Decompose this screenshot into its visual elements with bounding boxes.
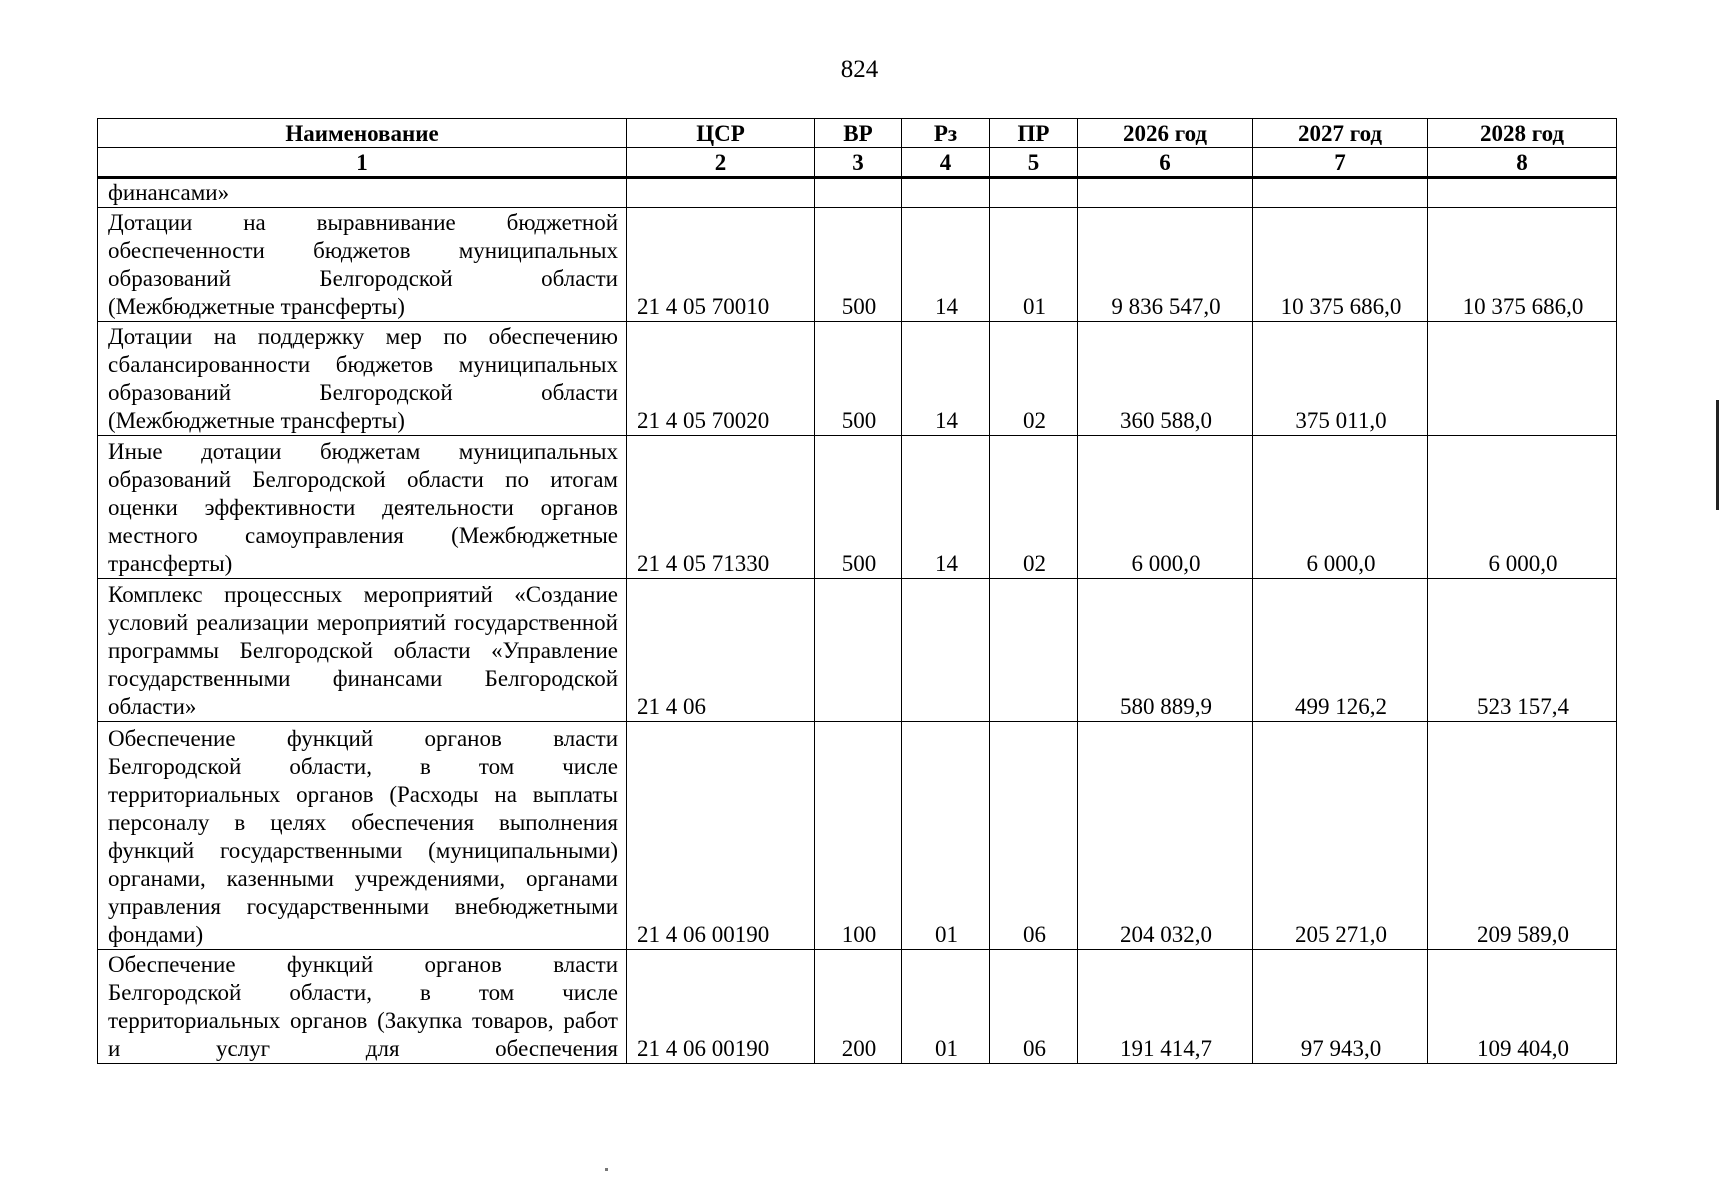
header-row: [98, 119, 1617, 148]
row-2028: [1428, 178, 1617, 208]
row-pr: [990, 178, 1078, 208]
column-number-row: [98, 148, 1617, 178]
table-row: [98, 436, 1617, 579]
row-2027: 375 011,0: [1253, 322, 1428, 436]
row-pr: [990, 579, 1078, 722]
row-pr: 02: [990, 436, 1078, 579]
row-rz: 14: [902, 436, 990, 579]
column-number: 1: [98, 148, 627, 178]
row-2027: 10 375 686,0: [1253, 208, 1428, 322]
row-name: Дотации на выравнивание бюджетной обеспеченности бюджетов муниципальных образований Белгородской области (Межбюджетные трансферты): [98, 208, 627, 322]
row-2026: [1078, 178, 1253, 208]
table-row: [98, 322, 1617, 436]
row-csr: 21 4 05 71330: [627, 436, 815, 579]
table-row: [98, 579, 1617, 722]
row-2028: 10 375 686,0: [1428, 208, 1617, 322]
row-rz: 14: [902, 208, 990, 322]
page-number: 824: [840, 56, 879, 83]
row-2026: 9 836 547,0: [1078, 208, 1253, 322]
row-2026: 204 032,0: [1078, 722, 1253, 950]
row-name: Дотации на поддержку мер по обеспечению сбалансированности бюджетов муниципальных образований Белгородской области (Межбюджетные трансферты): [98, 322, 627, 436]
row-vr: 200: [815, 950, 902, 1064]
column-number: 2: [627, 148, 815, 178]
row-2026: 191 414,7: [1078, 950, 1253, 1064]
row-2027: 205 271,0: [1253, 722, 1428, 950]
header-csr: ЦСР: [627, 119, 815, 148]
row-2028: [1428, 322, 1617, 436]
row-rz: [902, 178, 990, 208]
table-row: [98, 208, 1617, 322]
row-2028: 209 589,0: [1428, 722, 1617, 950]
row-rz: 14: [902, 322, 990, 436]
row-2027: [1253, 178, 1428, 208]
row-csr: 21 4 05 70020: [627, 322, 815, 436]
row-rz: 01: [902, 722, 990, 950]
table-row: [98, 722, 1617, 950]
column-number: 7: [1253, 148, 1428, 178]
row-2027: 6 000,0: [1253, 436, 1428, 579]
row-vr: 500: [815, 436, 902, 579]
row-vr: [815, 579, 902, 722]
row-2028: 6 000,0: [1428, 436, 1617, 579]
table-row: [98, 950, 1617, 1064]
row-name: Иные дотации бюджетам муниципальных образований Белгородской области по итогам оценки эффективности деятельности органов местного самоуправления (Межбюджетные трансферты): [98, 436, 627, 579]
row-rz: [902, 579, 990, 722]
row-2026: 360 588,0: [1078, 322, 1253, 436]
row-2027: 97 943,0: [1253, 950, 1428, 1064]
row-csr: 21 4 05 70010: [627, 208, 815, 322]
row-vr: 500: [815, 208, 902, 322]
row-pr: 06: [990, 722, 1078, 950]
row-2028: 523 157,4: [1428, 579, 1617, 722]
row-name: Обеспечение функций органов власти Белгородской области, в том числе территориальных органов (Закупка товаров, работ и услуг для обеспечения: [98, 950, 627, 1064]
column-number: 4: [902, 148, 990, 178]
row-csr: 21 4 06 00190: [627, 722, 815, 950]
column-number: 8: [1428, 148, 1617, 178]
row-name: Обеспечение функций органов власти Белгородской области, в том числе территориальных органов (Расходы на выплаты персоналу в целях обеспечения выполнения функций государственными (муниципальными) органами, казенными учреждениями, органами управления государственными внебюджетными фондами): [98, 722, 627, 950]
header-pr: ПР: [990, 119, 1078, 148]
row-rz: 01: [902, 950, 990, 1064]
row-vr: [815, 178, 902, 208]
row-csr: [627, 178, 815, 208]
row-name: Комплекс процессных мероприятий «Создание условий реализации мероприятий государственной программы Белгородской области «Управление государственными финансами Белгородской области»: [98, 579, 627, 722]
header-vr: ВР: [815, 119, 902, 148]
header-rz: Рз: [902, 119, 990, 148]
header-2027: 2027 год: [1253, 119, 1428, 148]
scan-dot: [605, 1168, 608, 1171]
row-pr: 02: [990, 322, 1078, 436]
row-pr: 01: [990, 208, 1078, 322]
header-2026: 2026 год: [1078, 119, 1253, 148]
column-number: 5: [990, 148, 1078, 178]
table-row: [98, 178, 1617, 208]
row-vr: 500: [815, 322, 902, 436]
row-2026: 6 000,0: [1078, 436, 1253, 579]
row-csr: 21 4 06: [627, 579, 815, 722]
row-2026: 580 889,9: [1078, 579, 1253, 722]
row-2027: 499 126,2: [1253, 579, 1428, 722]
row-name: финансами»: [98, 178, 627, 208]
header-name: Наименование: [98, 119, 627, 148]
column-number: 3: [815, 148, 902, 178]
column-number: 6: [1078, 148, 1253, 178]
row-pr: 06: [990, 950, 1078, 1064]
row-2028: 109 404,0: [1428, 950, 1617, 1064]
header-2028: 2028 год: [1428, 119, 1617, 148]
row-csr: 21 4 06 00190: [627, 950, 815, 1064]
budget-table: [97, 118, 1617, 1064]
row-vr: 100: [815, 722, 902, 950]
